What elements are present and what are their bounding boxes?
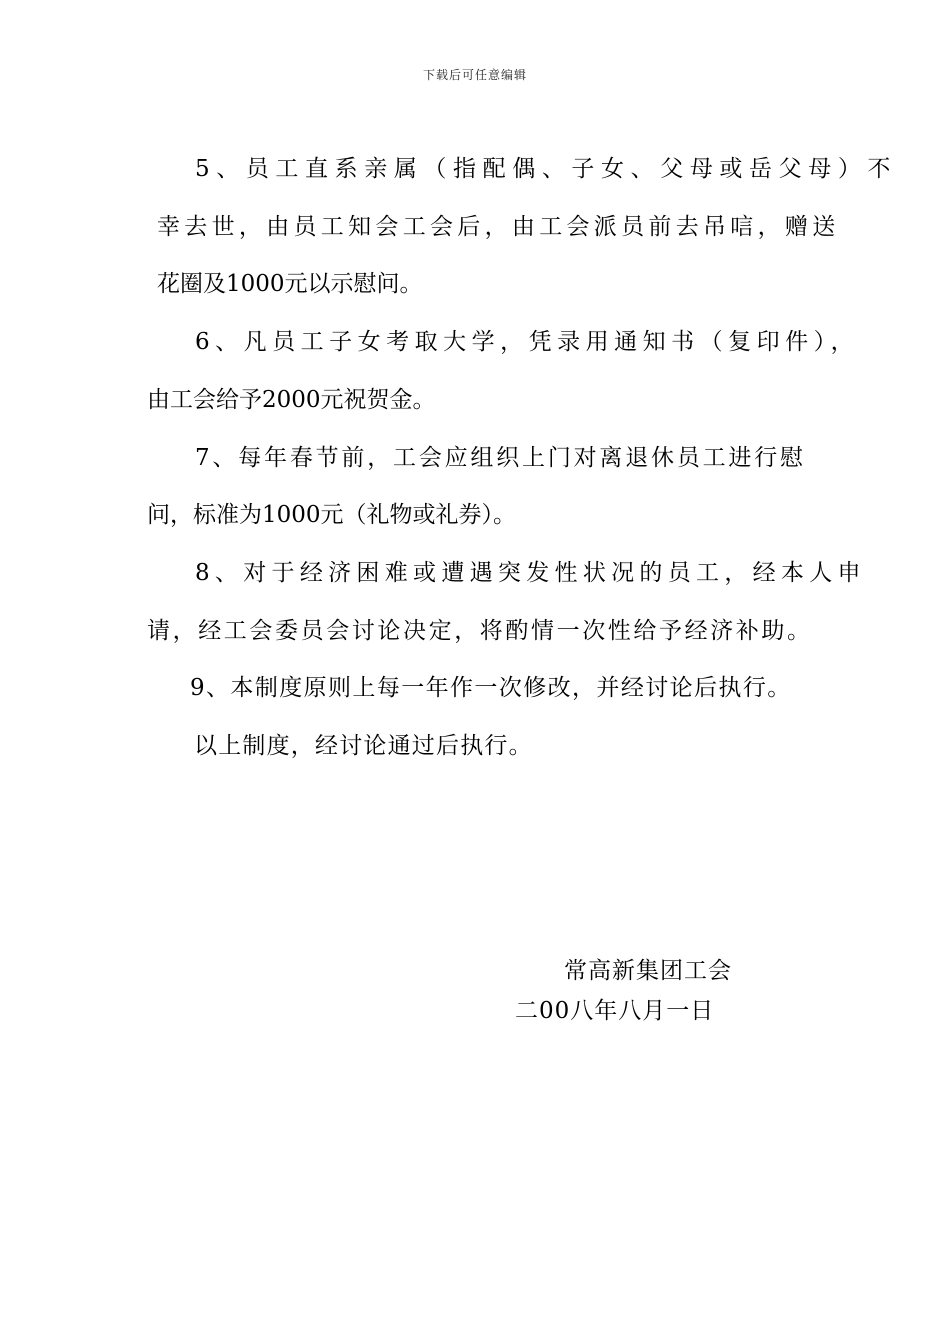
item-5-line-2: 幸去世，由员工知会工会后，由工会派员前去吊唁，赠送	[157, 214, 840, 240]
item-5-line-1: 5、员工直系亲属（指配偶、子女、父母或岳父母）不	[195, 156, 898, 182]
item-5-line-3: 花圈及1000元以示慰问。	[157, 271, 423, 297]
page-header-note: 下载后可任意编辑	[422, 68, 527, 82]
closing-statement: 以上制度，经讨论通过后执行。	[194, 733, 533, 759]
signature-org: 常高新集团工会	[564, 958, 732, 984]
item-7-line-1: 7、每年春节前，工会应组织上门对离退休员工进行慰	[195, 445, 806, 471]
item-7-line-2: 问，标准为1000元（礼物或礼券）。	[147, 502, 517, 528]
item-9-line-1: 9、本制度原则上每一年作一次修改，并经讨论后执行。	[190, 675, 792, 701]
item-6-line-2: 由工会给予2000元祝贺金。	[147, 387, 436, 413]
signature-date: 二00八年八月一日	[515, 998, 715, 1024]
item-8-line-2: 请，经工会委员会讨论决定，将酌情一次性给予经济补助。	[147, 618, 813, 644]
item-6-line-1: 6、凡员工子女考取大学，凭录用通知书（复印件），	[195, 329, 860, 355]
item-8-line-1: 8、对于经济困难或遭遇突发性状况的员工，经本人申	[195, 560, 866, 586]
